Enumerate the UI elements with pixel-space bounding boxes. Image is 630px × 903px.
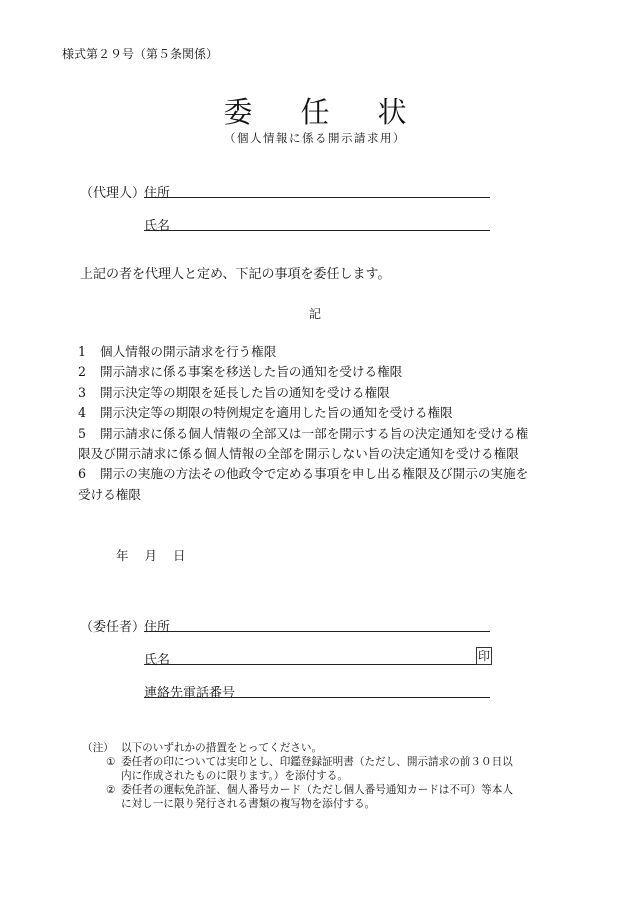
note-1-line-1: 委任者の印については実印とし、印鑑登録証明書（ただし、開示請求の前３０日以 (121, 756, 513, 768)
item-text: 個人情報の開示請求を行う権限 (100, 344, 277, 359)
note-2-mark: ② (106, 784, 116, 796)
year-label: 年 (116, 548, 129, 563)
item-number: 6 (78, 466, 87, 482)
month-label: 月 (144, 548, 158, 563)
document-title (0, 90, 630, 131)
form-number: 様式第２９号（第５条関係） (62, 47, 219, 61)
notes-intro: 以下のいずれかの措置をとってください。 (121, 742, 323, 754)
authority-list (78, 342, 578, 505)
title-char-1: 委 (223, 95, 253, 129)
agent-section-label: （代理人） (80, 186, 146, 201)
agent-address-label: 住所 (144, 186, 171, 201)
principal-address-field[interactable] (144, 631, 490, 632)
title-char-2: 任 (300, 95, 330, 129)
principal-name-label: 氏名 (144, 653, 171, 668)
item-number: 1 (78, 344, 87, 359)
document-subtitle: （個人情報に係る開示請求用） (224, 131, 406, 145)
list-item (78, 383, 578, 403)
list-item (78, 464, 578, 484)
note-2-line-1: 委任者の運転免許証、個人番号カード（ただし個人番号通知カードは不可）等本人 (121, 784, 513, 796)
note-2-line-2: に対し一に限り発行される書類の複写物を添付する。 (121, 798, 376, 810)
agent-name-label: 氏名 (144, 219, 171, 234)
principal-phone-label: 連絡先電話番号 (144, 686, 236, 701)
ki-heading: 記 (308, 307, 321, 321)
title-char-3: 状 (377, 95, 407, 129)
item-text: 開示請求に係る個人情報の全部又は一部を開示する旨の決定通知を受ける権 (100, 425, 529, 441)
note-1-line-2: 内に作成されたものに限ります。）を添付する。 (121, 770, 348, 782)
principal-address-label: 住所 (144, 620, 171, 635)
note-1-mark: ① (106, 756, 116, 768)
item-number: 3 (78, 384, 87, 400)
list-item (78, 403, 578, 423)
principal-section-label: （委任者） (80, 620, 146, 635)
principal-phone-field[interactable] (144, 697, 490, 698)
day-label: 日 (173, 548, 186, 563)
item-text: 受ける権限 (78, 486, 141, 502)
list-item-continuation (78, 444, 578, 464)
principal-name-field[interactable] (144, 664, 490, 665)
agent-name-field[interactable] (144, 230, 490, 231)
item-number: 4 (78, 405, 87, 421)
item-number: 2 (78, 364, 87, 380)
date-line (116, 546, 186, 564)
seal-box: 印 (477, 649, 490, 663)
item-number: 5 (78, 425, 87, 441)
item-text: 開示決定等の期限の特例規定を適用した旨の通知を受ける権限 (100, 405, 453, 421)
list-item-continuation (78, 485, 578, 505)
item-text: 開示の実施の方法その他政令で定める事項を申し出る権限及び開示の実施を (100, 466, 529, 482)
agent-address-field[interactable] (144, 197, 490, 198)
delegation-statement: 上記の者を代理人と定め、下記の事項を委任します。 (80, 267, 391, 282)
list-item (78, 362, 578, 382)
list-item (78, 424, 578, 444)
item-text: 開示決定等の期限を延長した旨の通知を受ける権限 (100, 384, 390, 400)
notes-heading: （注） (82, 742, 114, 754)
item-text: 限及び開示請求に係る個人情報の全部を開示しない旨の決定通知を受ける権限 (78, 446, 519, 462)
list-item (78, 342, 578, 362)
item-text: 開示請求に係る事案を移送した旨の通知を受ける権限 (100, 364, 403, 380)
